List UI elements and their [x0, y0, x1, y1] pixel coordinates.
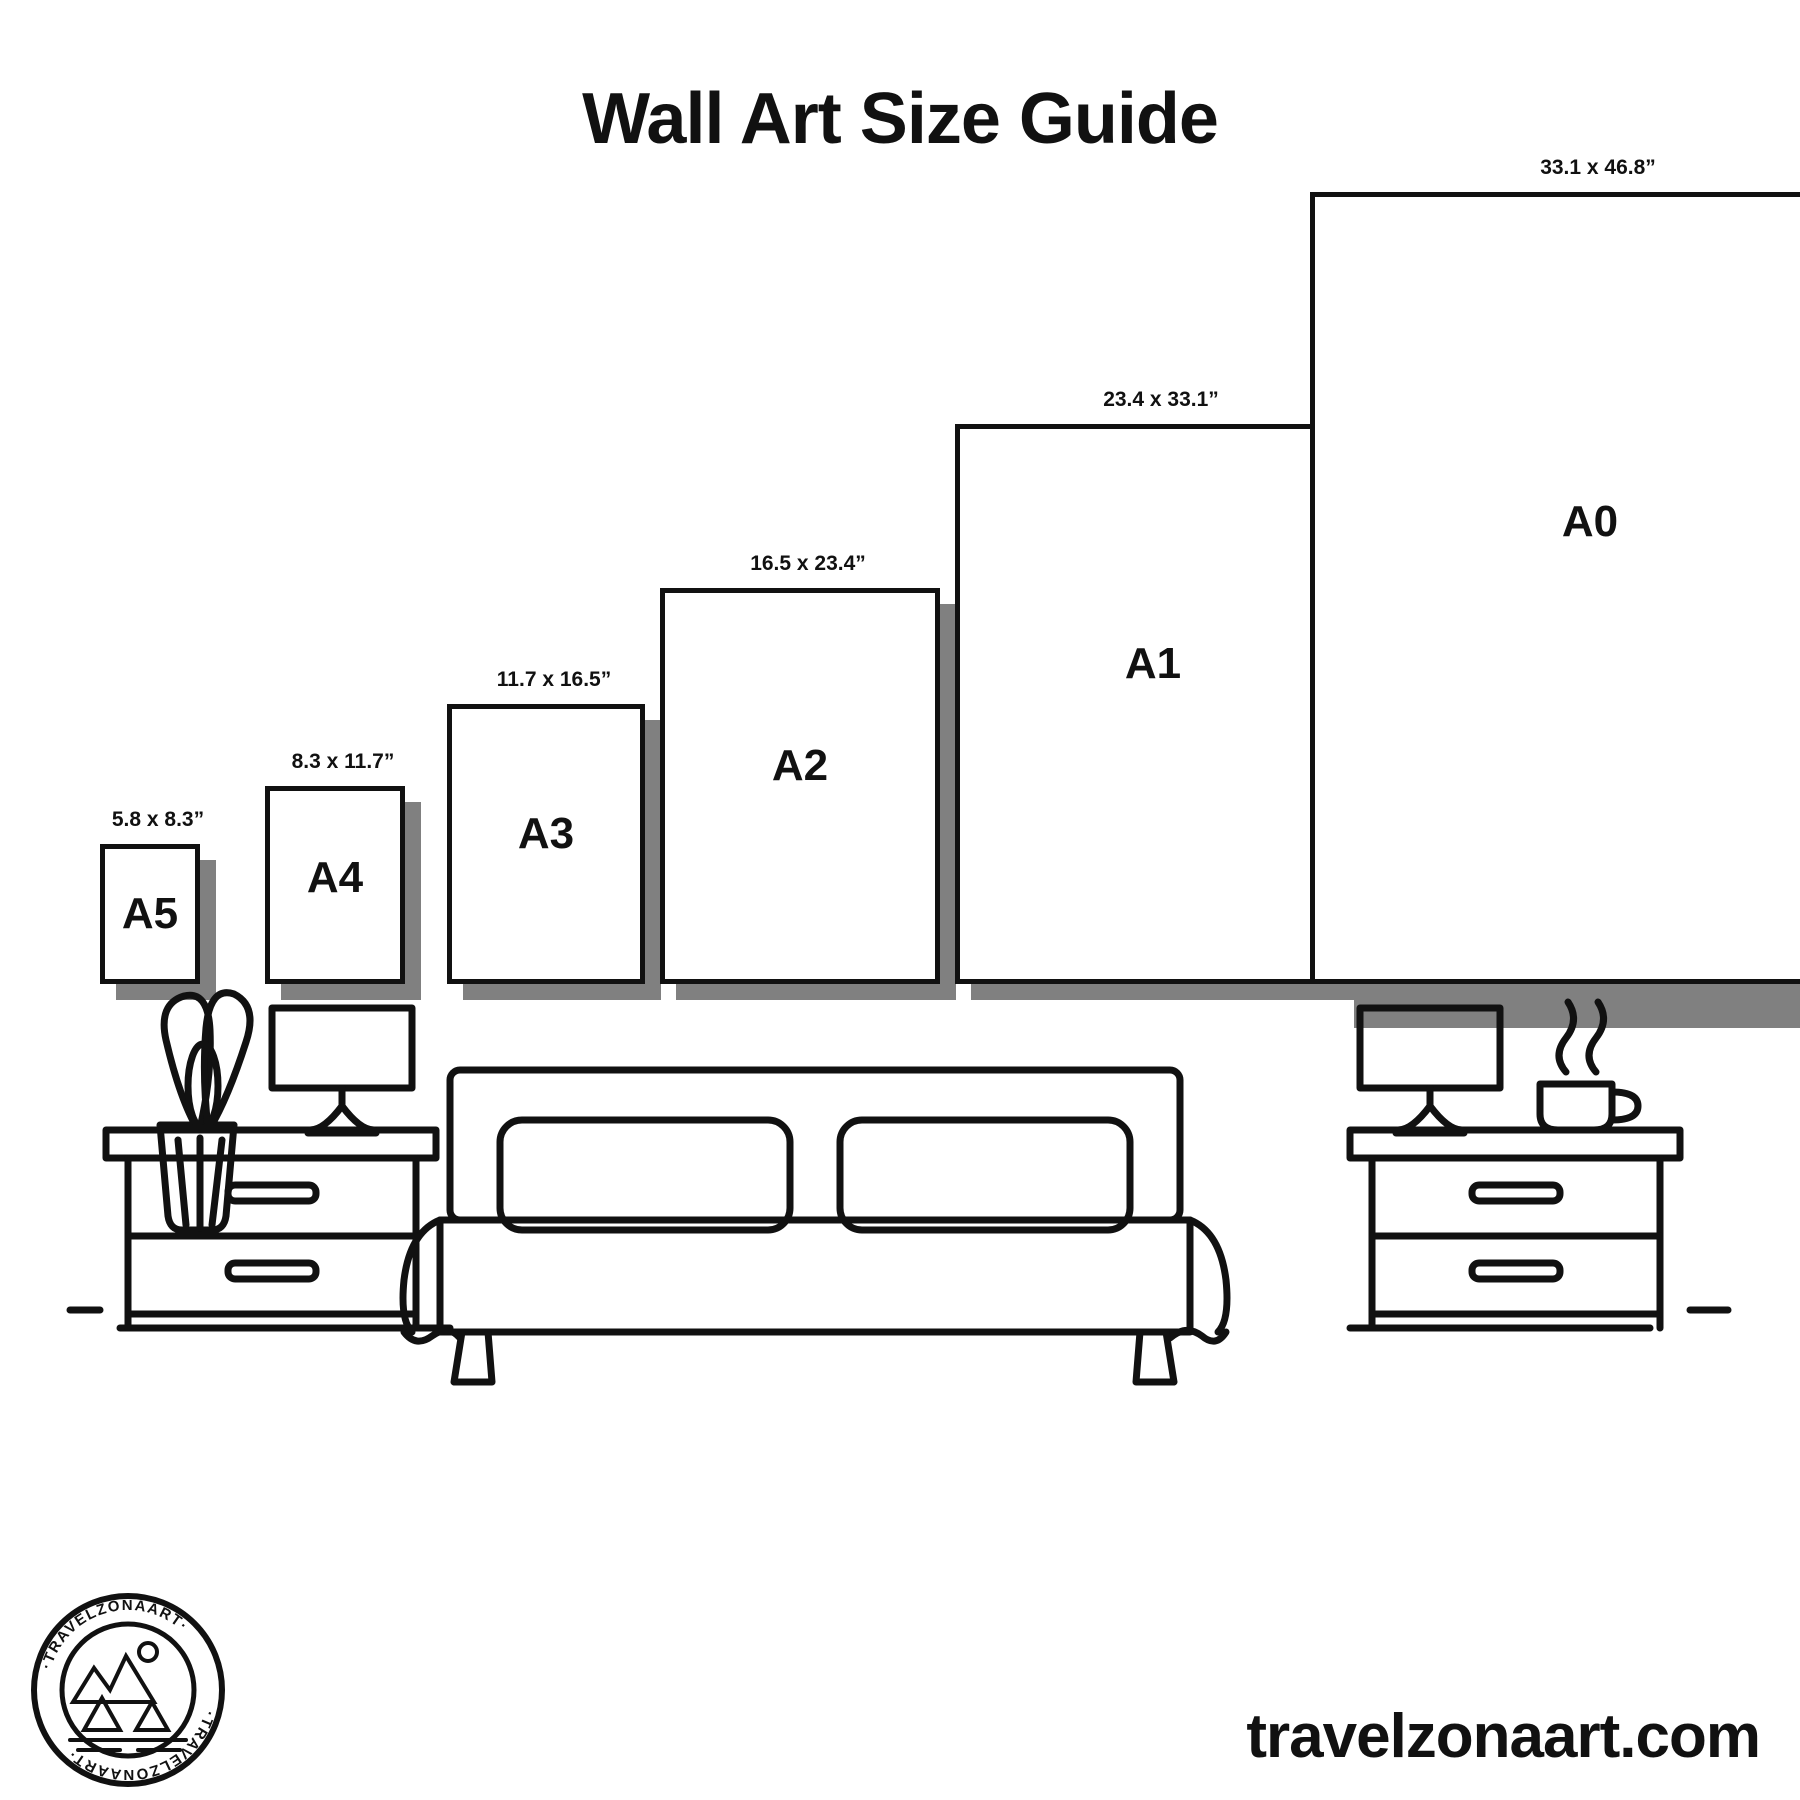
frame-box-a4[interactable]	[265, 786, 405, 984]
frame-name-a5: A5	[121, 889, 179, 938]
frame-name-a4: A4	[306, 853, 364, 902]
brand-arc-bottom: ·TRAVELZONAART·	[64, 1708, 219, 1784]
nightstand-left	[106, 1130, 436, 1328]
frame-dimensions-a2: 16.5 x 23.4”	[750, 552, 866, 575]
brand-logo[interactable]	[28, 1590, 228, 1790]
frame-box-a1[interactable]	[955, 424, 1351, 984]
brand-arc-top: ·TRAVELZONAART·	[37, 1596, 192, 1672]
frame-box-a3[interactable]	[447, 704, 645, 984]
frame-dimensions-a3: 11.7 x 16.5”	[496, 668, 612, 691]
table-lamp-right	[1360, 1008, 1500, 1133]
frame-dimensions-a1: 23.4 x 33.1”	[1103, 388, 1219, 411]
vase-with-plants	[160, 993, 250, 1230]
website-url[interactable]: travelzonaart.com	[1246, 1702, 1760, 1771]
bed	[403, 1070, 1227, 1382]
nightstand-right	[1350, 1130, 1680, 1328]
frame-name-a0: A0	[1561, 497, 1619, 546]
frame-name-a2: A2	[771, 741, 829, 790]
frame-dimensions-a0: 33.1 x 46.8”	[1540, 156, 1656, 179]
coffee-cup	[1540, 1002, 1638, 1130]
frame-name-a1: A1	[1124, 639, 1182, 688]
frame-size-row	[0, 156, 1800, 1020]
frame-group-a1[interactable]	[955, 388, 1367, 1020]
frame-box-a2[interactable]	[660, 588, 940, 984]
frame-dimensions-a4: 8.3 x 11.7”	[291, 750, 395, 773]
frame-box-a0[interactable]	[1310, 192, 1800, 984]
frame-box-a5[interactable]	[100, 844, 200, 984]
page-title: Wall Art Size Guide	[582, 79, 1218, 159]
table-lamp-left	[272, 1008, 412, 1133]
frame-group-a0[interactable]	[1310, 156, 1800, 1020]
frame-group-a2[interactable]	[660, 552, 956, 1020]
frame-name-a3: A3	[517, 809, 575, 858]
svg-text:·TRAVELZONAART·	[38, 1597, 192, 1671]
bedroom-illustration	[60, 980, 1740, 1400]
frame-group-a3[interactable]	[447, 668, 661, 1020]
frame-dimensions-a5: 5.8 x 8.3”	[111, 808, 205, 831]
